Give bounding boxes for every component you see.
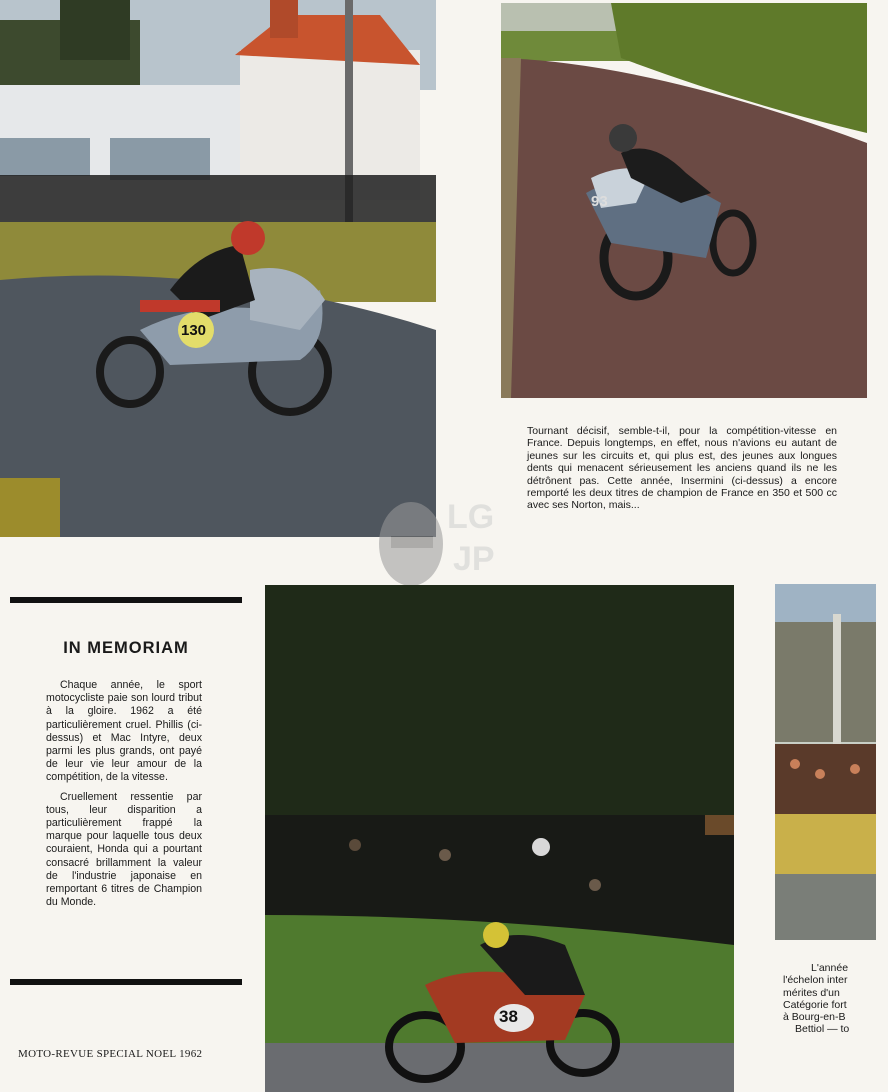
photo-caption: Tournant décisif, semble-t-il, pour la compétition-vitesse en France. Depuis longtemps, en effet, nous n'avions eu autant de jeunes sur les circuits et, qui plus est, des jeunes aux longues dents qui menacent sérieusement les anciens quand ils ne les détrônent pas. Cette année, Insermini (ci-dessus) a encore remporté les deux titres de champion de France en 350 et 500 cc avec ses Norton, mais... xyxy=(527,425,837,512)
cropped-article-text xyxy=(783,962,865,1038)
photo-rider-130 xyxy=(0,0,436,537)
memoriam-title: IN MEMORIAM xyxy=(63,639,189,657)
cropped-line: L'année xyxy=(811,962,849,974)
cropped-line: Catégorie fort xyxy=(783,998,847,1011)
memoriam-paragraph-1: Chaque année, le sport motocycliste paie son lourd tribut à la gloire. 1962 a été particulièrement cruel. Phillis (ci-dessus) et Mac Intyre, deux parmi les plus grands, ont payé de leur vie leur amour de la compétition, de la vitesse. xyxy=(46,679,202,784)
magazine-footer: MOTO-REVUE SPECIAL NOEL 1962 xyxy=(18,1048,203,1060)
watermark-letters-top: LG xyxy=(447,498,495,536)
race-number: 38 xyxy=(499,1007,518,1026)
top-rule xyxy=(10,597,242,603)
watermark-letters-bottom: JP xyxy=(453,540,495,578)
race-number: 93 xyxy=(591,193,608,210)
race-number: 130 xyxy=(181,322,207,339)
photo-rider-93 xyxy=(501,3,867,398)
cropped-line: Bettiol — to xyxy=(795,1023,850,1036)
watermark xyxy=(373,496,523,596)
cropped-line: mérites d'un xyxy=(783,986,840,999)
photo-spectators-stand xyxy=(775,584,876,940)
photo-rider-38 xyxy=(265,585,734,1092)
memoriam-paragraph-2: Cruellement ressentie par tous, leur disparition a particulièrement frappé la marque pour laquelle tous deux couraient, Honda qui a pourtant consacré brillamment la valeur de l'industrie japonaise en remportant 6 titres de Champion du Monde. xyxy=(46,790,202,909)
cropped-line: l'échelon inter xyxy=(783,974,848,987)
memoriam-text xyxy=(46,679,202,909)
bottom-rule xyxy=(10,979,242,985)
cropped-line: à Bourg-en-B xyxy=(783,1011,846,1024)
